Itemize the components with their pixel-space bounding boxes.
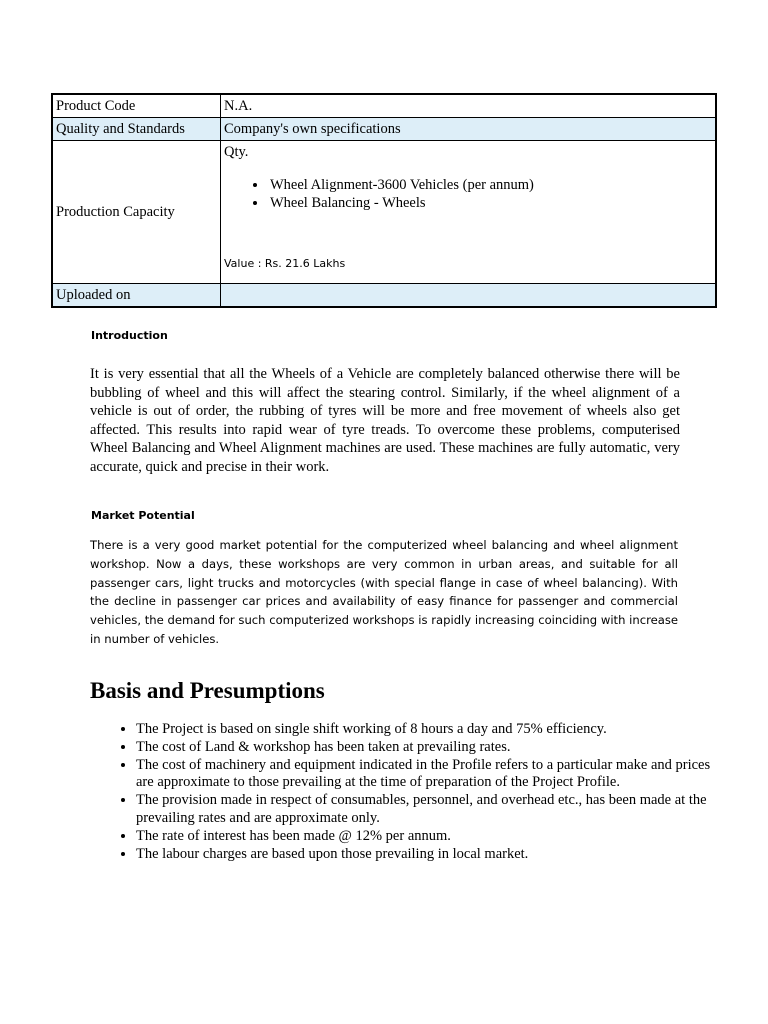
capacity-label: Production Capacity: [52, 141, 221, 284]
product-code-value: N.A.: [221, 94, 717, 118]
market-potential-text: There is a very good market potential for the computerized wheel balancing and wheel alignment workshop. Now a days, these workshops are very common in urban areas, and suitable for all passenger cars, light trucks and motorcycles (with special flange in case of wheel balancing). With the decline in passenger car prices and availability of easy finance for passenger and commercial vehicles, the demand for such computerized workshops is rapidly increasing coinciding with increase in number of vehicles.: [90, 538, 678, 646]
quality-value: Company's own specifications: [221, 118, 717, 141]
basis-item: • The Project is based on single shift working of 8 hours a day and 75% efficiency.: [136, 721, 726, 739]
capacity-cell: [221, 141, 717, 284]
capacity-list: [224, 176, 712, 212]
basis-item: • The rate of interest has been made @ 12% per annum.: [136, 828, 726, 846]
basis-heading: Basis and Presumptions: [90, 678, 325, 703]
uploaded-label: Uploaded on: [52, 284, 221, 308]
basis-item: • The labour charges are based upon those prevailing in local market.: [136, 846, 726, 864]
product-code-label: Product Code: [52, 94, 221, 118]
basis-item: • The cost of machinery and equipment indicated in the Profile refers to a particular make and prices are approximate to those prevailing at the time of preparation of the Project Profile.: [136, 757, 726, 793]
basis-list: [90, 721, 726, 863]
capacity-item: • Wheel Alignment-3600 Vehicles (per annum): [268, 176, 712, 194]
capacity-qty: Qty.: [224, 144, 249, 160]
product-info-table: [51, 93, 717, 308]
quality-label: Quality and Standards: [52, 118, 221, 141]
market-potential-heading: Market Potential: [91, 509, 195, 522]
capacity-item: • Wheel Balancing - Wheels: [268, 194, 712, 212]
uploaded-value: [221, 284, 717, 308]
basis-item: • The provision made in respect of consumables, personnel, and overhead etc., has been made at the prevailing rates and are approximate only.: [136, 792, 726, 828]
introduction-heading: Introduction: [91, 329, 168, 342]
basis-item: • The cost of Land & workshop has been taken at prevailing rates.: [136, 739, 726, 757]
introduction-text: It is very essential that all the Wheels of a Vehicle are completely balanced otherwise there will be bubbling of wheel and this will affect the stearing control. Similarly, if the wheel alignment of a vehicle is out of order, the rubbing of tyres will be more and free movement of wheels also get affected. This results into rapid wear of tyre treads. To overcome these problems, computerised Wheel Balancing and Wheel Alignment machines are used. These machines are fully automatic, very accurate, quick and precise in their work.: [90, 366, 680, 475]
capacity-value: Value : Rs. 21.6 Lakhs: [224, 257, 346, 270]
